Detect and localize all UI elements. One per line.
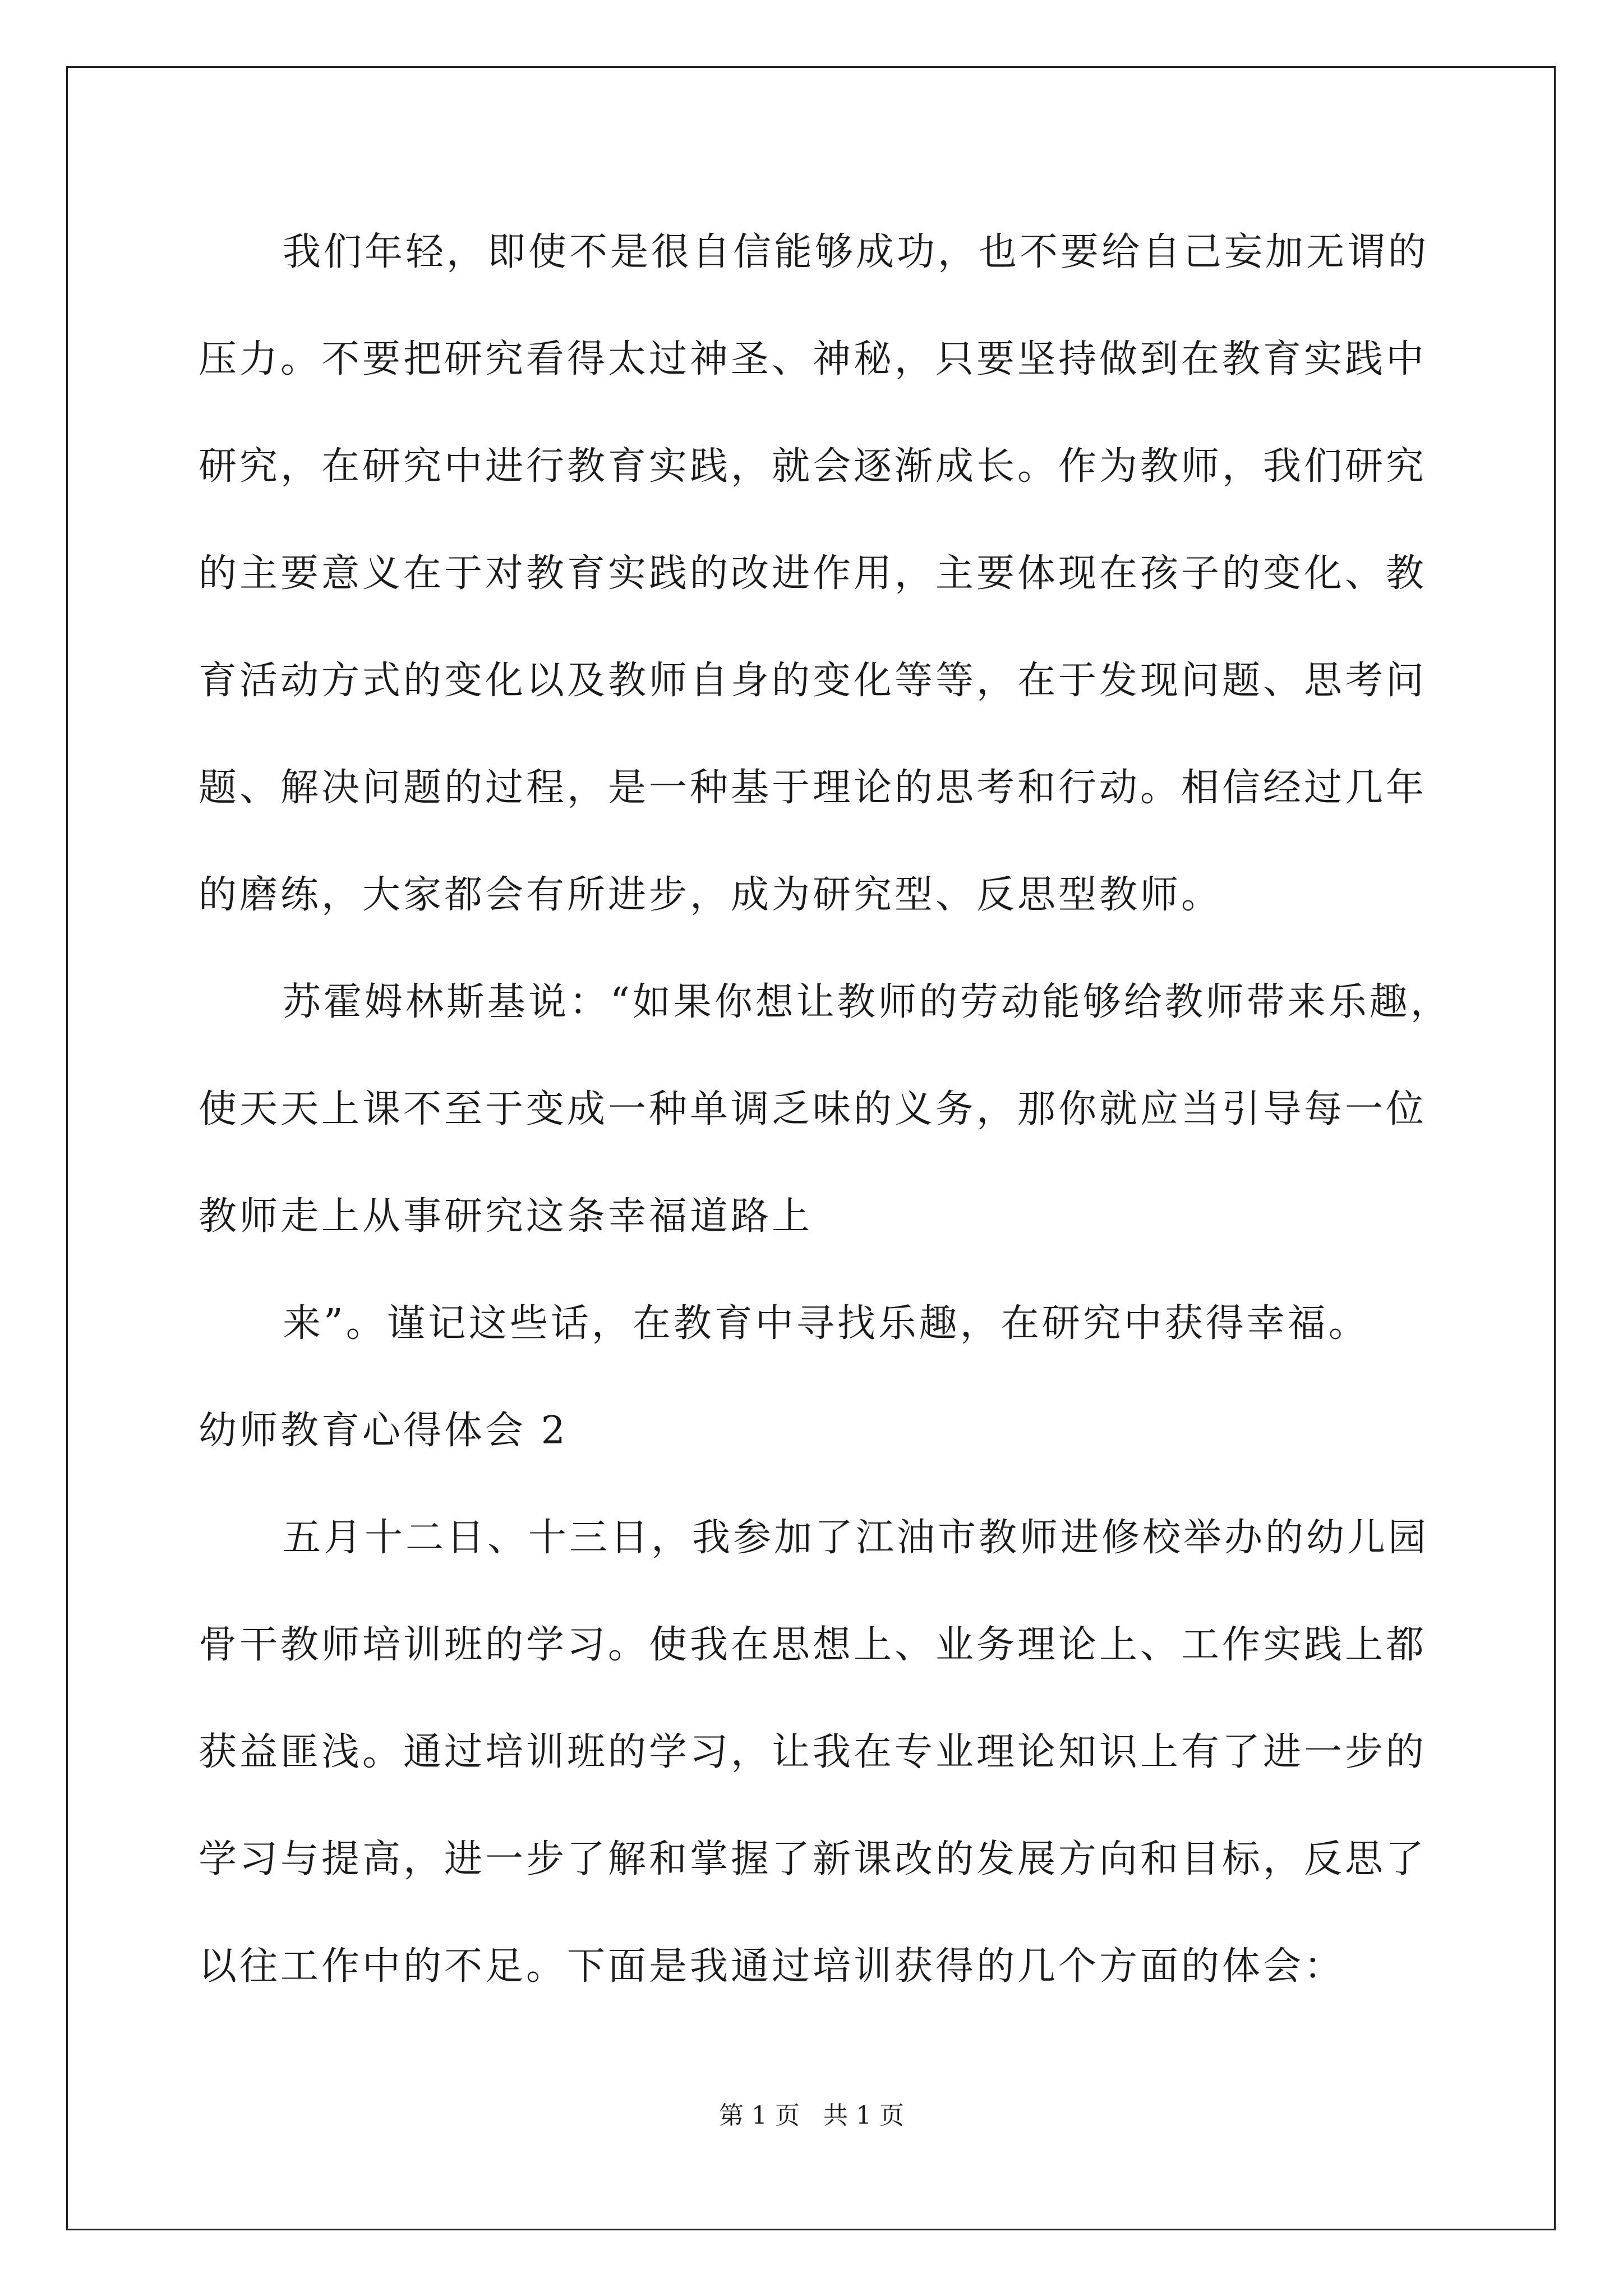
paragraph-1-line-1: 我们年轻，即使不是很自信能够成功，也不要给自己妄加无谓的 xyxy=(283,230,1430,274)
paragraph-4-line-2: 骨干教师培训班的学习。使我在思想上、业务理论上、工作实践上都 xyxy=(199,1623,1427,1667)
paragraph-3-line-1: 来”。谨记这些话，在教育中寻找乐趣，在研究中获得幸福。 xyxy=(283,1301,1370,1346)
paragraph-1-line-3: 研究，在研究中进行教育实践，就会逐渐成长。作为教师，我们研究 xyxy=(199,444,1427,489)
page-border xyxy=(66,66,1556,2230)
paragraph-2-line-3: 教师走上从事研究这条幸福道路上 xyxy=(199,1194,813,1239)
paragraph-1-line-5: 育活动方式的变化以及教师自身的变化等等，在于发现问题、思考问 xyxy=(199,659,1427,703)
paragraph-1-line-2: 压力。不要把研究看得太过神圣、神秘，只要坚持做到在教育实践中 xyxy=(199,337,1427,381)
paragraph-4-line-4: 学习与提高，进一步了解和掌握了新课改的发展方向和目标，反思了 xyxy=(199,1837,1427,1881)
paragraph-4-line-3: 获益匪浅。通过培训班的学习，让我在专业理论知识上有了进一步的 xyxy=(199,1730,1427,1774)
paragraph-1-line-6: 题、解决问题的过程，是一种基于理论的思考和行动。相信经过几年 xyxy=(199,766,1427,810)
paragraph-1-line-7: 的磨练，大家都会有所进步，成为研究型、反思型教师。 xyxy=(199,873,1223,917)
page-number-footer: 第 1 页 共 1 页 xyxy=(719,2101,904,2130)
paragraph-2-line-1: 苏霍姆林斯基说：“如果你想让教师的劳动能够给教师带来乐趣， xyxy=(283,980,1451,1024)
paragraph-1-line-4: 的主要意义在于对教育实践的改进作用，主要体现在孩子的变化、教 xyxy=(199,551,1427,596)
paragraph-4-line-5: 以往工作中的不足。下面是我通过培训获得的几个方面的体会： xyxy=(199,1944,1345,1989)
paragraph-4-line-1: 五月十二日、十三日，我参加了江油市教师进修校举办的幼儿园 xyxy=(283,1516,1430,1560)
section-heading: 幼师教育心得体会 2 xyxy=(199,1409,568,1453)
paragraph-2-line-2: 使天天上课不至于变成一种单调乏味的义务，那你就应当引导每一位 xyxy=(199,1087,1427,1131)
